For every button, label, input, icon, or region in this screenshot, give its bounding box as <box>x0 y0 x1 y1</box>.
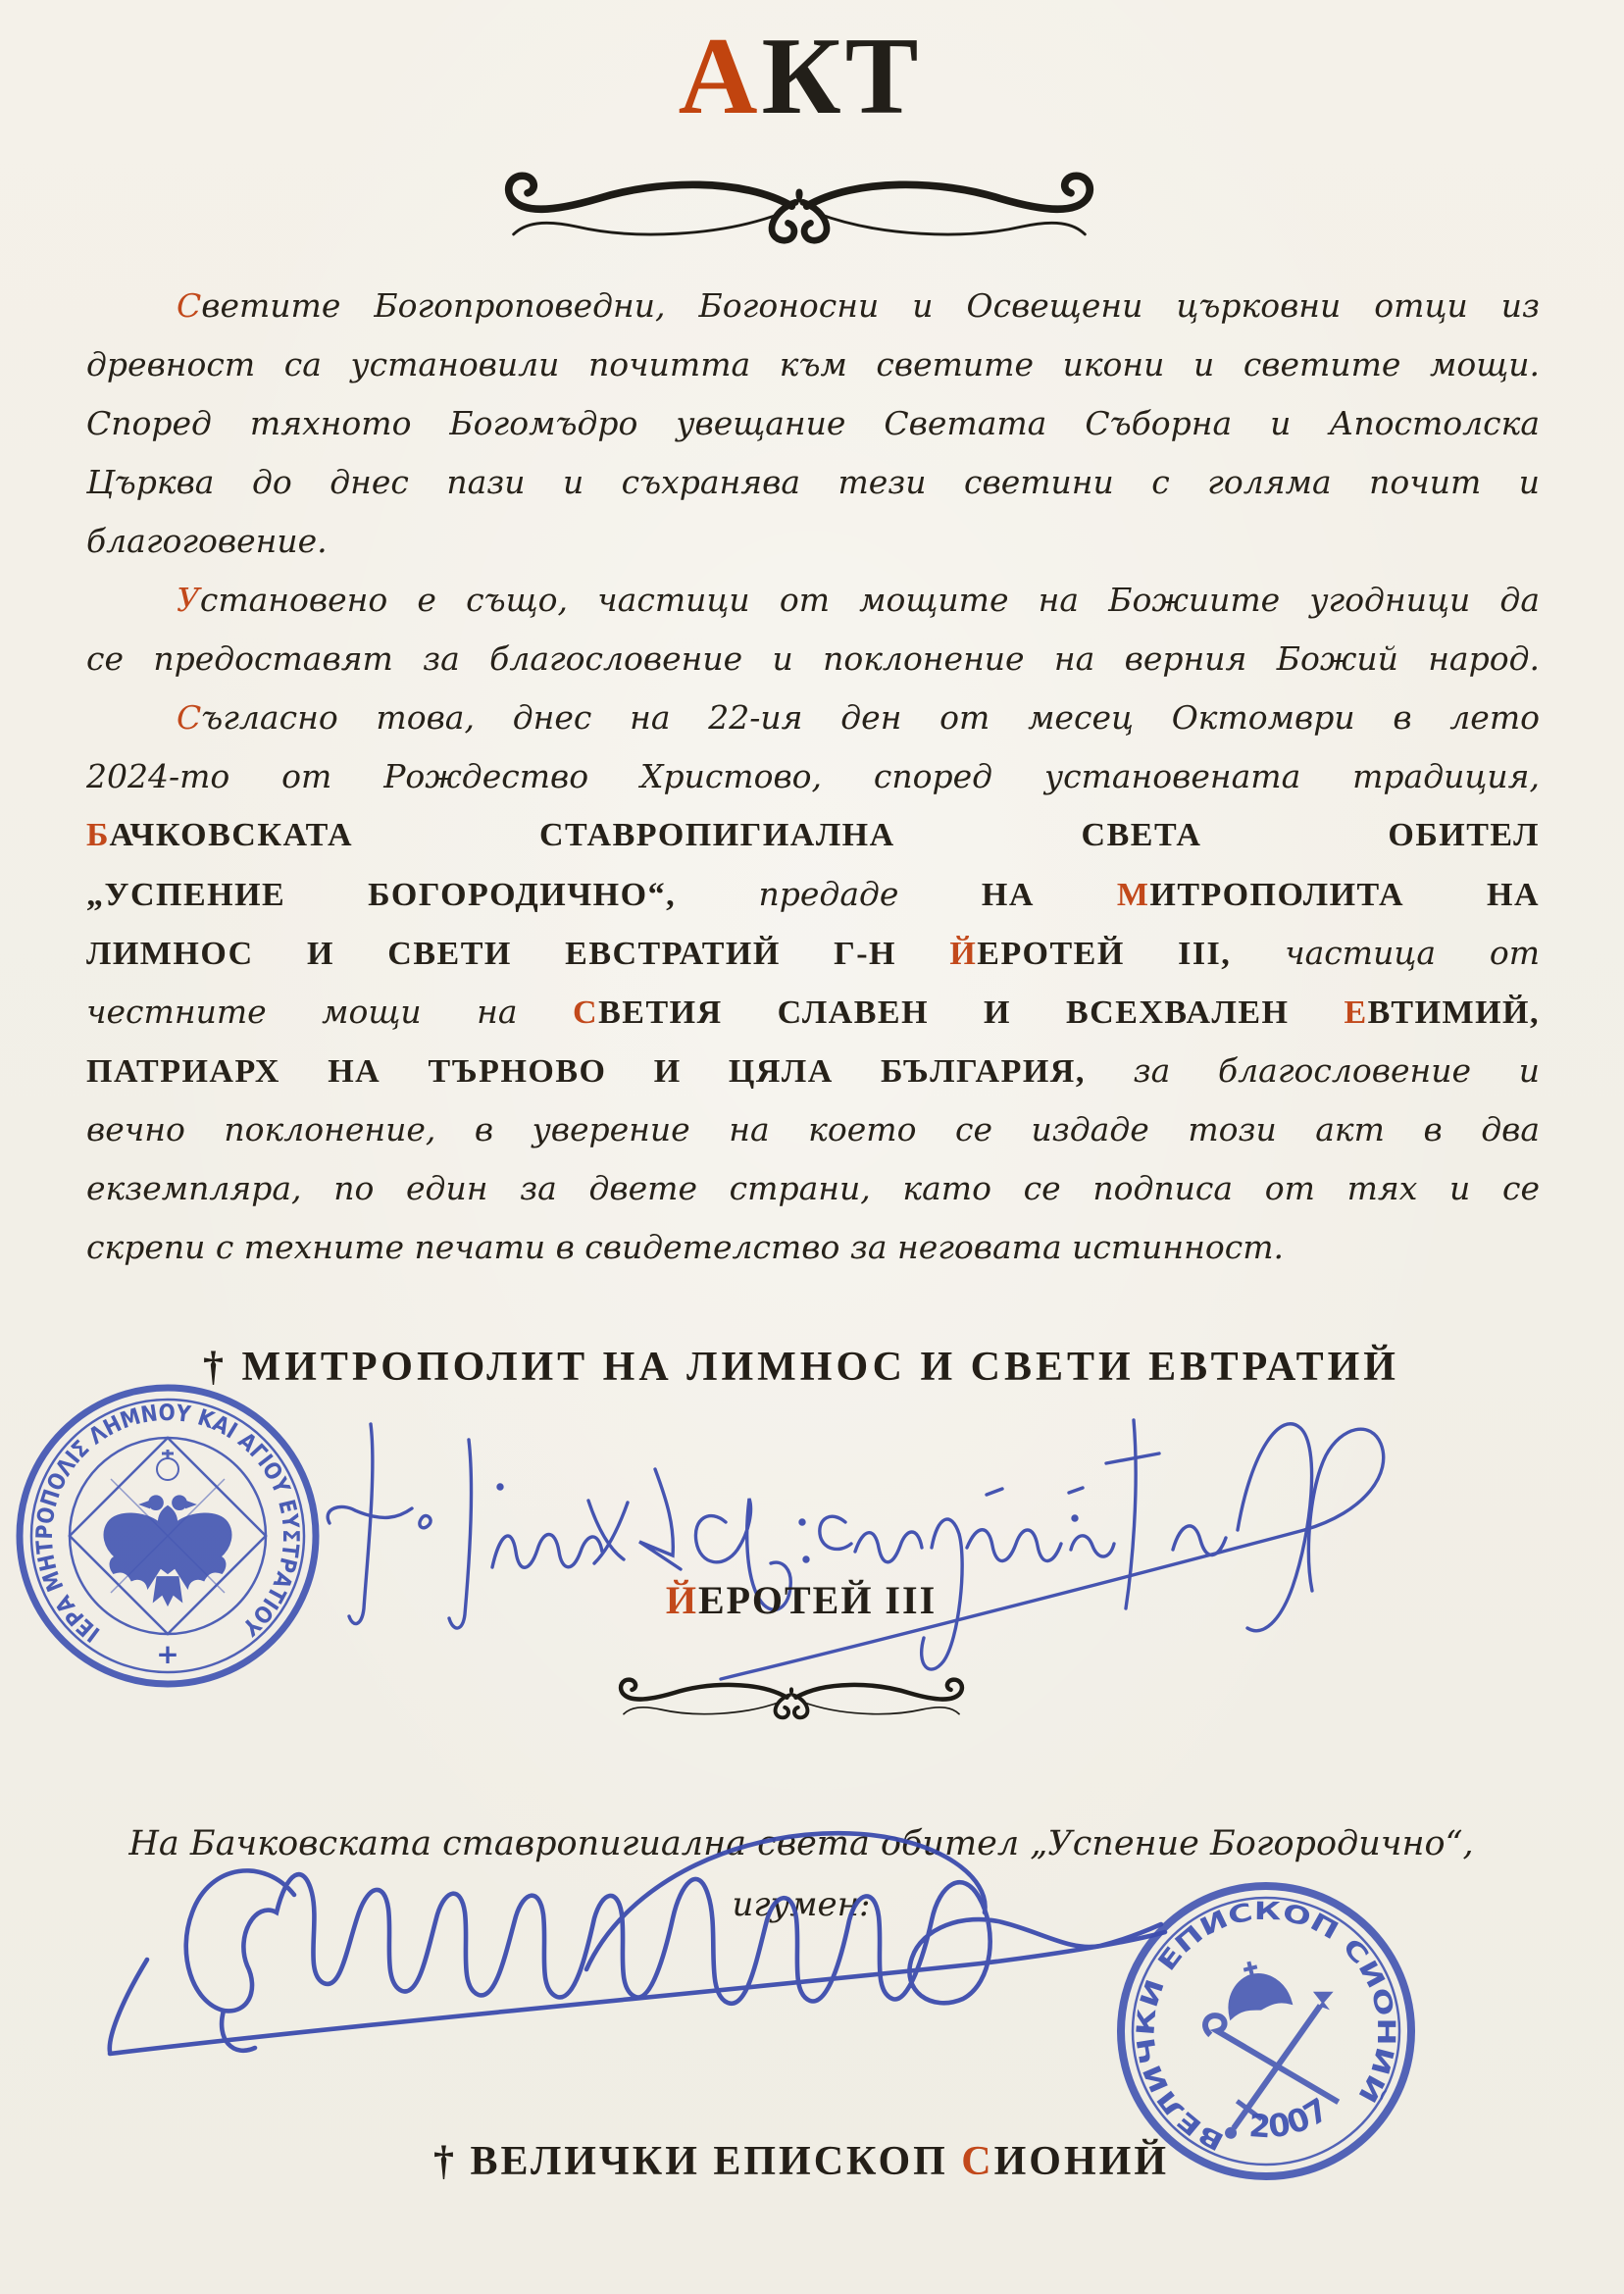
flourish-divider-middle <box>615 1673 968 1726</box>
body-line: благоговение. <box>86 522 328 560</box>
abbot-signature <box>88 1805 1187 2079</box>
body-line: се предоставят за благословение и поклонение на верния Божий народ. <box>86 639 1540 678</box>
body-line: ЛИМНОС И СВЕТИ ЕВСТРАТИЙ Г-Н ЙЕРОТЕЙ III, частица от <box>86 934 1540 972</box>
body-line: Установено е също, частици от мощите на Божиите угодници да <box>177 581 1540 619</box>
document-title <box>0 16 1600 137</box>
body-line: „УСПЕНИЕ БОГОРОДИЧНО“, предаде НА МИТРОПОЛИТА НА <box>86 875 1540 913</box>
title-rest: КТ <box>761 16 923 137</box>
body-line: БАЧКОВСКАТА СТАВРОПИГИАЛНА СВЕТА ОБИТЕЛ <box>86 817 1540 853</box>
seal-ring-text: ВЕЛИЧКИ ЕПИСКОП СИОНИЙ <box>1131 1896 1401 2157</box>
body-line: честните мощи на СВЕТИЯ СЛАВЕН И ВСЕХВАЛЕН ЕВТИМИЙ, <box>86 993 1540 1031</box>
title-initial: А <box>678 16 762 137</box>
body-line: ПАТРИАРХ НА ТЪРНОВО И ЦЯЛА БЪЛГАРИЯ, за благословение и <box>86 1051 1540 1090</box>
body-text <box>86 277 1540 1277</box>
flourish-divider-top <box>498 165 1100 255</box>
bishop-footer-line: † ВЕЛИЧКИ ЕПИСКОП СИОНИЙ <box>432 2139 1169 2184</box>
body-line: скрепи с техните печати в свидетелство за неговата истинност. <box>86 1228 1285 1266</box>
body-line: вечно поклонение, в уверение на което се издаде този акт в два <box>86 1110 1540 1148</box>
body-line: 2024-то от Рождество Христово, според установената традиция, <box>86 757 1540 795</box>
monastery-line: На Бачковската ставропигиална света обител „Успение Богородично“, <box>128 1824 1474 1863</box>
metropolitan-signature <box>294 1393 1471 1697</box>
body-line: Съгласно това, днес на 22-ия ден от месец Октомври в лето <box>177 698 1540 737</box>
metropolis-seal <box>13 1381 323 1691</box>
seal-year: 2007 <box>1247 2090 1336 2146</box>
body-line: Църква до днес пази и съхранява тези светини с голяма почит и <box>86 463 1540 501</box>
metropolitan-name-initial: Й <box>665 1578 698 1622</box>
body-line: Светите Богопроповедни, Богоносни и Освещени църковни отци из <box>177 286 1540 325</box>
seal-ring-text: ΙΕΡΑ ΜΗΤΡΟΠΟΛΙΣ ΛΗΜΝΟΥ ΚΑΙ ΑΓΙΟΥ ΕΥΣΤΡΑΤΙΟΥ <box>31 1400 304 1647</box>
body-line: Според тяхното Богомъдро увещание Светата Съборна и Апостолска <box>86 404 1540 442</box>
body-line: екземпляра, по един за двете страни, като се подписа от тях и се <box>86 1169 1540 1207</box>
body-line: древност са установили почитта към светите икони и светите мощи. <box>86 345 1540 383</box>
metropolitan-name: ЙЕРОТЕЙ III <box>665 1578 938 1622</box>
footer-initial: С <box>961 2139 994 2184</box>
metropolitan-heading: † МИТРОПОЛИТ НА ЛИМНОС И СВЕТИ ЕВТРАТИЙ <box>203 1345 1399 1390</box>
seal-bottom-cross: + <box>156 1638 179 1670</box>
igumen-label: игумен: <box>732 1885 871 1924</box>
